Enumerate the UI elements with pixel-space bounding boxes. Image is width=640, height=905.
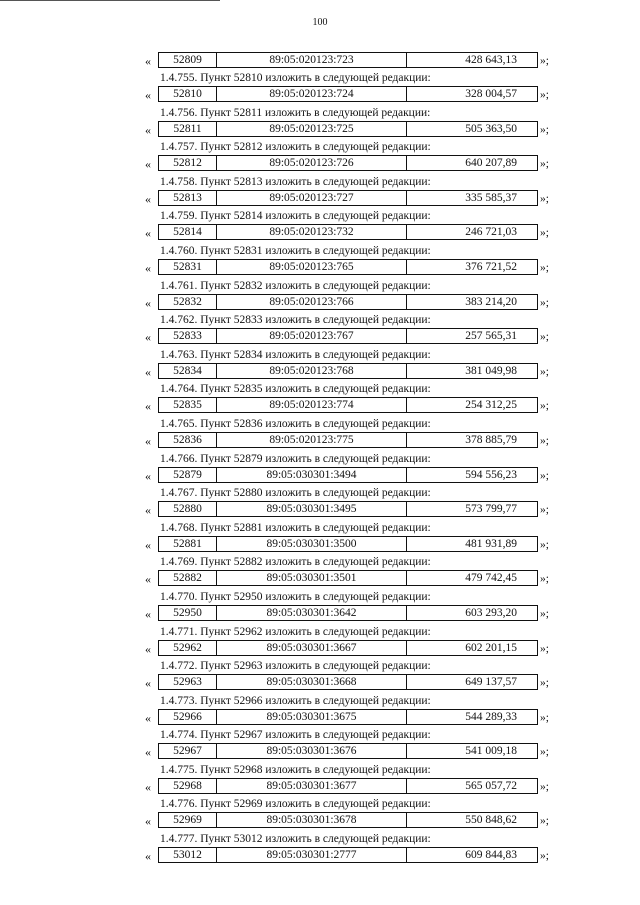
cadastral-number-cell: 89:05:020123:765 [217,260,407,274]
cadastral-number-cell: 89:05:030301:3678 [217,813,407,827]
table-row [0,467,640,485]
open-quote: « [145,537,151,552]
row-cells [158,501,538,517]
open-quote: « [145,849,151,864]
amendment-entry [0,832,640,867]
row-cells [158,224,538,240]
open-quote: « [145,191,151,206]
row-cells [158,812,538,828]
amendment-heading: 1.4.769. Пункт 52882 изложить в следующей редакции: [160,556,431,569]
close-quote: »; [540,504,549,517]
open-quote: « [145,468,151,483]
item-number-cell: 52834 [159,364,217,378]
cadastral-value-cell: 257 565,31 [465,330,517,343]
cadastral-number-cell: 89:05:020123:768 [217,364,407,378]
cadastral-number-cell: 89:05:020123:732 [217,225,407,239]
item-number-cell: 52833 [159,329,217,343]
amendment-heading: 1.4.758. Пункт 52813 изложить в следующей редакции: [160,175,431,188]
row-cells [158,121,538,137]
cadastral-number-cell: 89:05:020123:726 [217,156,407,170]
cadastral-value-cell: 640 207,89 [465,157,517,170]
amendment-entry [0,71,640,106]
cadastral-number-cell: 89:05:030301:3500 [217,537,407,551]
table-row [0,570,640,588]
table-row [0,847,640,865]
amendment-entry [0,175,640,210]
row-cells [158,328,538,344]
close-quote: »; [540,850,549,863]
amendment-heading: 1.4.757. Пункт 52812 изложить в следующей редакции: [160,141,431,154]
amendment-heading: 1.4.775. Пункт 52968 изложить в следующей редакции: [160,763,431,776]
amendment-heading: 1.4.774. Пункт 52967 изложить в следующей редакции: [160,729,431,742]
amendment-heading: 1.4.764. Пункт 52835 изложить в следующей редакции: [160,383,431,396]
open-quote: « [145,260,151,275]
amendment-heading: 1.4.770. Пункт 52950 изложить в следующей редакции: [160,590,431,603]
amendment-heading: 1.4.776. Пункт 52969 изложить в следующей редакции: [160,798,431,811]
cadastral-number-cell: 89:05:030301:3494 [217,468,407,482]
close-quote: »; [540,365,549,378]
open-quote: « [145,122,151,137]
row-cells [158,363,538,379]
open-quote: « [145,364,151,379]
cadastral-number-cell: 89:05:030301:2777 [217,848,407,862]
table-row [0,397,640,415]
table-row [0,224,640,242]
amendment-entry [0,382,640,417]
row-cells [158,640,538,656]
open-quote: « [145,54,151,68]
item-number-cell: 52811 [159,122,217,136]
table-row [0,674,640,692]
cadastral-number-cell: 89:05:030301:3501 [217,571,407,585]
open-quote: « [145,399,151,414]
amendment-entry [0,417,640,452]
row-cells [158,467,538,483]
cadastral-value-cell: 254 312,25 [465,399,517,412]
item-number-cell: 52967 [159,744,217,758]
item-number-cell: 52835 [159,398,217,412]
amendment-heading: 1.4.773. Пункт 52966 изложить в следующей редакции: [160,694,431,707]
item-number-cell: 52832 [159,295,217,309]
cadastral-value-cell: 602 201,15 [465,641,517,654]
cadastral-value-cell: 246 721,03 [465,226,517,239]
cadastral-value-cell: 541 009,18 [465,745,517,758]
open-quote: « [145,710,151,725]
cadastral-number-cell: 89:05:020123:724 [217,87,407,101]
amendment-heading: 1.4.768. Пункт 52881 изложить в следующей редакции: [160,521,431,534]
close-quote: »; [540,677,549,690]
amendment-entry [0,625,640,660]
row-cells [158,605,538,621]
open-quote: « [145,226,151,241]
table-row [0,121,640,139]
cadastral-number-cell: 89:05:030301:3495 [217,502,407,516]
amendment-entry [0,694,640,729]
amendment-entry [0,763,640,798]
amendment-entry [0,52,640,71]
amendment-heading: 1.4.760. Пункт 52831 изложить в следующей редакции: [160,244,431,257]
close-quote: »; [540,227,549,240]
row-cells [158,743,538,759]
open-quote: « [145,814,151,829]
item-number-cell: 52966 [159,710,217,724]
table-row [0,155,640,173]
close-quote: »; [540,55,549,67]
row-cells [158,86,538,102]
amendment-entry [0,555,640,590]
cadastral-number-cell: 89:05:020123:767 [217,329,407,343]
close-quote: »; [540,746,549,759]
cadastral-number-cell: 89:05:020123:766 [217,295,407,309]
amendment-heading: 1.4.755. Пункт 52810 изложить в следующей редакции: [160,72,431,84]
item-number-cell: 52814 [159,225,217,239]
cadastral-value-cell: 649 137,57 [465,676,517,689]
cadastral-value-cell: 428 643,13 [465,54,517,66]
table-row [0,536,640,554]
cadastral-value-cell: 328 004,57 [465,88,517,100]
item-number-cell: 52810 [159,87,217,101]
close-quote: »; [540,607,549,620]
cadastral-value-cell: 565 057,72 [465,779,517,792]
close-quote: »; [540,573,549,586]
close-quote: »; [540,261,549,274]
open-quote: « [145,88,151,102]
cadastral-number-cell: 89:05:020123:775 [217,433,407,447]
cadastral-value-cell: 603 293,20 [465,606,517,619]
row-cells [158,674,538,690]
row-cells [158,570,538,586]
close-quote: »; [540,192,549,205]
close-quote: »; [540,711,549,724]
cadastral-value-cell: 335 585,37 [465,191,517,204]
table-row [0,432,640,450]
amendment-heading: 1.4.765. Пункт 52836 изложить в следующей редакции: [160,417,431,430]
close-quote: »; [540,158,549,171]
row-cells [158,709,538,725]
amendment-entry [0,313,640,348]
close-quote: »; [540,469,549,482]
cadastral-value-cell: 376 721,52 [465,260,517,273]
cadastral-number-cell: 89:05:020123:774 [217,398,407,412]
open-quote: « [145,745,151,760]
table-row [0,778,640,796]
row-cells [158,259,538,275]
open-quote: « [145,572,151,587]
close-quote: »; [540,815,549,828]
amendment-entry [0,659,640,694]
amendment-heading: 1.4.756. Пункт 52811 изложить в следующей редакции: [160,106,431,119]
table-row [0,328,640,346]
amendment-entry [0,348,640,383]
table-row [0,640,640,658]
item-number-cell: 52836 [159,433,217,447]
row-cells [158,847,538,863]
cadastral-number-cell: 89:05:030301:3642 [217,606,407,620]
amendment-entry [0,797,640,832]
top-rule [0,0,220,1]
table-row [0,812,640,830]
amendment-entry [0,452,640,487]
cadastral-value-cell: 594 556,23 [465,468,517,481]
amendment-entry [0,244,640,279]
cadastral-number-cell: 89:05:030301:3668 [217,675,407,689]
amendment-entry [0,521,640,556]
open-quote: « [145,503,151,518]
cadastral-value-cell: 544 289,33 [465,710,517,723]
table-row [0,86,640,104]
item-number-cell: 52831 [159,260,217,274]
row-cells [158,52,538,68]
table-row [0,190,640,208]
amendment-heading: 1.4.761. Пункт 52832 изложить в следующей редакции: [160,279,431,292]
row-cells [158,536,538,552]
open-quote: « [145,676,151,691]
cadastral-number-cell: 89:05:030301:3675 [217,710,407,724]
close-quote: »; [540,89,549,101]
cadastral-number-cell: 89:05:030301:3676 [217,744,407,758]
amendment-heading: 1.4.766. Пункт 52879 изложить в следующей редакции: [160,452,431,465]
item-number-cell: 52813 [159,191,217,205]
table-row [0,605,640,623]
cadastral-number-cell: 89:05:020123:723 [217,53,407,67]
item-number-cell: 52812 [159,156,217,170]
item-number-cell: 52962 [159,641,217,655]
row-cells [158,778,538,794]
item-number-cell: 52882 [159,571,217,585]
open-quote: « [145,641,151,656]
table-row [0,501,640,519]
item-number-cell: 52881 [159,537,217,551]
cadastral-number-cell: 89:05:020123:727 [217,191,407,205]
table-row [0,709,640,727]
open-quote: « [145,330,151,345]
cadastral-value-cell: 550 848,62 [465,814,517,827]
item-number-cell: 52968 [159,779,217,793]
open-quote: « [145,295,151,310]
item-number-cell: 52880 [159,502,217,516]
close-quote: »; [540,434,549,447]
amendment-heading: 1.4.762. Пункт 52833 изложить в следующей редакции: [160,314,431,327]
amendment-entry [0,590,640,625]
item-number-cell: 52879 [159,468,217,482]
item-number-cell: 52969 [159,813,217,827]
amendment-heading: 1.4.759. Пункт 52814 изложить в следующей редакции: [160,210,431,223]
cadastral-value-cell: 481 931,89 [465,537,517,550]
amendment-heading: 1.4.772. Пункт 52963 изложить в следующей редакции: [160,660,431,673]
cadastral-number-cell: 89:05:030301:3677 [217,779,407,793]
amendment-entry [0,140,640,175]
amendment-entry [0,486,640,521]
table-row [0,259,640,277]
row-cells [158,397,538,413]
row-cells [158,155,538,171]
page-number: 100 [312,17,328,28]
item-number-cell: 53012 [159,848,217,862]
open-quote: « [145,433,151,448]
close-quote: »; [540,123,549,136]
open-quote: « [145,606,151,621]
item-number-cell: 52809 [159,53,217,67]
amendment-heading: 1.4.763. Пункт 52834 изложить в следующей редакции: [160,348,431,361]
table-row [0,363,640,381]
table-row [0,294,640,312]
item-number-cell: 52950 [159,606,217,620]
cadastral-value-cell: 479 742,45 [465,572,517,585]
close-quote: »; [540,538,549,551]
row-cells [158,190,538,206]
open-quote: « [145,157,151,172]
table-row [0,52,640,70]
close-quote: »; [540,331,549,344]
cadastral-value-cell: 609 844,83 [465,849,517,862]
amendment-list [0,52,640,867]
cadastral-value-cell: 378 885,79 [465,433,517,446]
close-quote: »; [540,642,549,655]
cadastral-number-cell: 89:05:020123:725 [217,122,407,136]
row-cells [158,432,538,448]
amendment-heading: 1.4.767. Пункт 52880 изложить в следующей редакции: [160,487,431,500]
close-quote: »; [540,780,549,793]
cadastral-number-cell: 89:05:030301:3667 [217,641,407,655]
cadastral-value-cell: 505 363,50 [465,122,517,135]
amendment-entry [0,209,640,244]
amendment-heading: 1.4.771. Пункт 52962 изложить в следующей редакции: [160,625,431,638]
cadastral-value-cell: 383 214,20 [465,295,517,308]
amendment-heading: 1.4.777. Пункт 53012 изложить в следующей редакции: [160,833,431,846]
amendment-entry [0,728,640,763]
cadastral-value-cell: 573 799,77 [465,503,517,516]
amendment-entry [0,279,640,314]
row-cells [158,294,538,310]
close-quote: »; [540,400,549,413]
table-row [0,743,640,761]
cadastral-value-cell: 381 049,98 [465,364,517,377]
amendment-entry [0,106,640,141]
open-quote: « [145,779,151,794]
item-number-cell: 52963 [159,675,217,689]
close-quote: »; [540,296,549,309]
